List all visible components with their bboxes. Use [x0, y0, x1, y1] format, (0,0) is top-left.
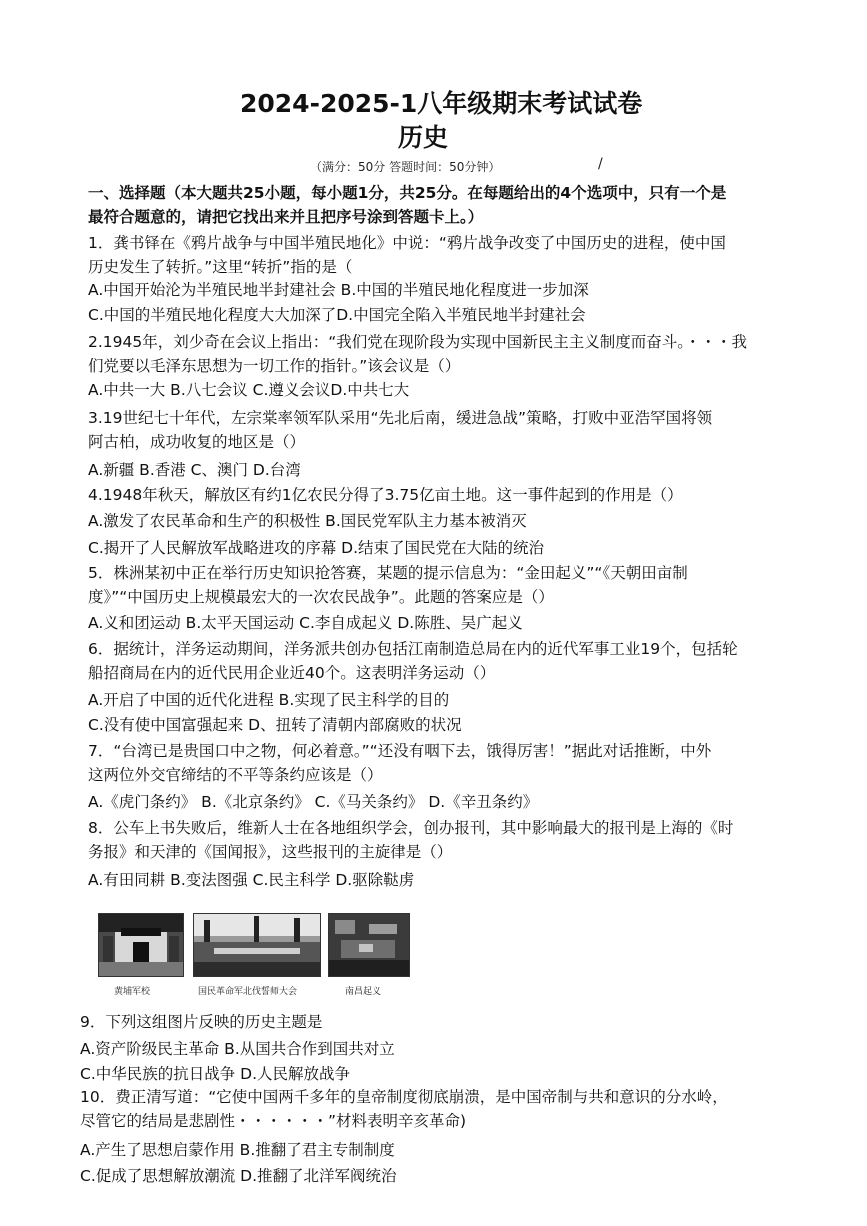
q10-line1: 10．费正清写道：“它使中国两千多年的皇帝制度彻底崩溃，是中国帝制与共和意识的分水岭， — [80, 1088, 728, 1106]
stray-mark: / — [598, 156, 603, 172]
q2-line1: 2.1945年，刘少奇在会议上指出：“我们党在现阶段为实现中国新民主主义制度而奋斗。・・・我 — [88, 333, 748, 351]
q6-options-1: A.开启了中国的近代化进程 B.实现了民主科学的目的 — [88, 691, 450, 709]
q5-options: A.义和团运动 B.太平天国运动 C.李自成起义 D.陈胜、吴广起义 — [88, 614, 523, 632]
q9-line1: 9．下列这组图片反映的历史主题是 — [80, 1013, 323, 1031]
q7-options: A.《虎门条约》 B.《北京条约》 C.《马关条约》 D.《辛丑条约》 — [88, 793, 539, 811]
q4-options-1: A.激发了农民革命和生产的积极性 B.国民党军队主力基本被消灭 — [88, 512, 527, 530]
q10-line2: 尽管它的结局是悲剧性・・・・・・”材料表明辛亥革命) — [80, 1112, 467, 1130]
photo-whampoa-graphic — [99, 914, 183, 976]
q6-options-2: C.没有使中国富强起来 D、扭转了清朝内部腐败的状况 — [88, 716, 462, 734]
photo-northern-expedition-rally — [193, 913, 321, 977]
q7-line2: 这两位外交官缔结的不平等条约应该是（） — [88, 766, 383, 784]
q10-options-1: A.产生了思想启蒙作用 B.推翻了君主专制制度 — [80, 1141, 395, 1159]
q1-options-2: C.中国的半殖民地化程度大大加深了D.中国完全陷入半殖民地半封建社会 — [88, 306, 586, 324]
section-heading-line1: 一、选择题（本大题共25小题，每小题1分，共25分。在每题给出的4个选项中，只有一个是 — [88, 184, 727, 202]
exam-meta: （满分：50分 答题时间：50分钟） — [310, 160, 501, 174]
q4-line1: 4.1948年秋天，解放区有约1亿农民分得了3.75亿亩土地。这一事件起到的作用是（） — [88, 486, 683, 504]
q5-line2: 度》”“中国历史上规模最宏大的一次农民战争”。此题的答案应是（） — [88, 588, 554, 606]
q1-options-1: A.中国开始沦为半殖民地半封建社会 B.中国的半殖民地化程度进一步加深 — [88, 281, 589, 299]
q8-line1: 8．公车上书失败后，维新人士在各地组织学会，创办报刊，其中影响最大的报刊是上海的《时 — [88, 819, 734, 837]
photo-rally-graphic — [194, 914, 320, 976]
photo-nanchang-uprising — [328, 913, 410, 977]
q2-options: A.中共一大 B.八七会议 C.遵义会议D.中共七大 — [88, 381, 410, 399]
section-heading-line2: 最符合题意的，请把它找出来并且把序号涂到答题卡上。） — [88, 208, 484, 226]
q7-line1: 7．“台湾已是贵国口中之物，何必着意。”“还没有咽下去，饿得厉害！”据此对话推断，中外 — [88, 742, 712, 760]
q3-line1: 3.19世纪七十年代，左宗棠率领军队采用“先北后南，缓进急战”策略，打败中亚浩罕国将领 — [88, 409, 713, 427]
photo-whampoa-academy — [98, 913, 184, 977]
q5-line1: 5．株洲某初中正在举行历史知识抢答赛，某题的提示信息为：“金田起义”“《天朝田亩制 — [88, 564, 688, 582]
subject-title: 历史 — [398, 123, 449, 152]
q10-options-2: C.促成了思想解放潮流 D.推翻了北洋军阀统治 — [80, 1167, 397, 1185]
q6-line1: 6．据统计，洋务运动期间，洋务派共创办包括江南制造总局在内的近代军事工业19个，包括轮 — [88, 640, 738, 658]
q4-options-2: C.揭开了人民解放军战略进攻的序幕 D.结束了国民党在大陆的统治 — [88, 539, 545, 557]
q6-line2: 船招商局在内的近代民用企业近40个。这表明洋务运动（） — [88, 664, 496, 682]
caption-nanchang: 南昌起义 — [345, 987, 382, 997]
q1-line1: 1．龚书铎在《鸦片战争与中国半殖民地化》中说：“鸦片战争改变了中国历史的进程，使中国 — [88, 234, 726, 252]
q3-options: A.新疆 B.香港 C、澳门 D.台湾 — [88, 461, 301, 479]
q1-line2: 历史发生了转折。”这里“转折”指的是（ — [88, 258, 353, 276]
caption-whampoa: 黄埔军校 — [114, 987, 151, 997]
q8-line2: 务报》和天津的《国闻报》，这些报刊的主旋律是（） — [88, 843, 453, 861]
q9-options-2: C.中华民族的抗日战争 D.人民解放战争 — [80, 1065, 351, 1083]
q9-options-1: A.资产阶级民主革命 B.从国共合作到国共对立 — [80, 1040, 395, 1058]
q8-options: A.有田同耕 B.变法图强 C.民主科学 D.驱除鞑虏 — [88, 871, 415, 889]
photo-nanchang-graphic — [329, 914, 409, 976]
q2-line2: 们党要以毛泽东思想为一切工作的指针。”该会议是（） — [88, 357, 461, 375]
caption-rally: 国民革命军北伐誓师大会 — [198, 987, 298, 997]
q3-line2: 阿古柏，成功收复的地区是（） — [88, 433, 306, 451]
exam-title: 2024-2025-1八年级期末考试试卷 — [240, 89, 643, 118]
